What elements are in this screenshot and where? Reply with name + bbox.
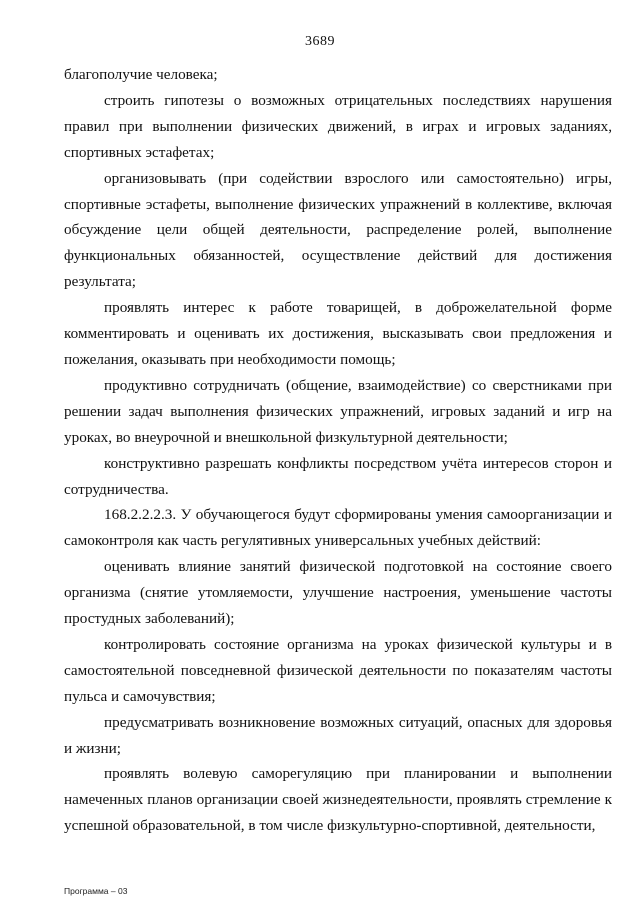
paragraph: продуктивно сотрудничать (общение, взаимодействие) со сверстниками при решении задач выполнения физических упражнений, игровых заданий и игр на уроках, во внеурочной и внешкольной физкультурной деятельности;	[64, 376, 612, 446]
paragraph: организовывать (при содействии взрослого или самостоятельно) игры, спортивные эстафеты, выполнение физических упражнений в коллективе, включая обсуждение цели общей деятельности, распределение ролей, выполнение функциональных обязанностей, осуществление действий для достижения результата;	[64, 169, 612, 291]
paragraph: конструктивно разрешать конфликты посредством учёта интересов сторон и сотрудничества.	[64, 454, 612, 498]
paragraph: оценивать влияние занятий физической подготовкой на состояние своего организма (снятие утомляемости, улучшение настроения, уменьшение частоты простудных заболеваний);	[64, 558, 612, 628]
page-number: 3689	[305, 34, 335, 49]
paragraph: предусматривать возникновение возможных ситуаций, опасных для здоровья и жизни;	[64, 713, 612, 757]
paragraph: контролировать состояние организма на уроках физической культуры и в самостоятельной повседневной физической деятельности по показателям частоты пульса и самочувствия;	[64, 635, 612, 705]
paragraph: проявлять волевую саморегуляцию при планировании и выполнении намеченных планов организации своей жизнедеятельности, проявлять стремление к успешной образовательной, в том числе физкультурно-спортивной, деятельности,	[64, 765, 612, 835]
body-text	[64, 62, 612, 839]
paragraph: благополучие человека;	[64, 66, 218, 83]
paragraph: проявлять интерес к работе товарищей, в доброжелательной форме комментировать и оценивать их достижения, высказывать свои предложения и пожелания, оказывать при необходимости помощь;	[64, 299, 612, 368]
paragraph: 168.2.2.2.3. У обучающегося будут сформированы умения самоорганизации и самоконтроля как часть регулятивных универсальных учебных действий:	[64, 506, 612, 550]
paragraph: строить гипотезы о возможных отрицательных последствиях нарушения правил при выполнении физических движений, в играх и игровых заданиях, спортивных эстафетах;	[64, 91, 612, 161]
page-footer: Программа – 03	[64, 886, 128, 896]
